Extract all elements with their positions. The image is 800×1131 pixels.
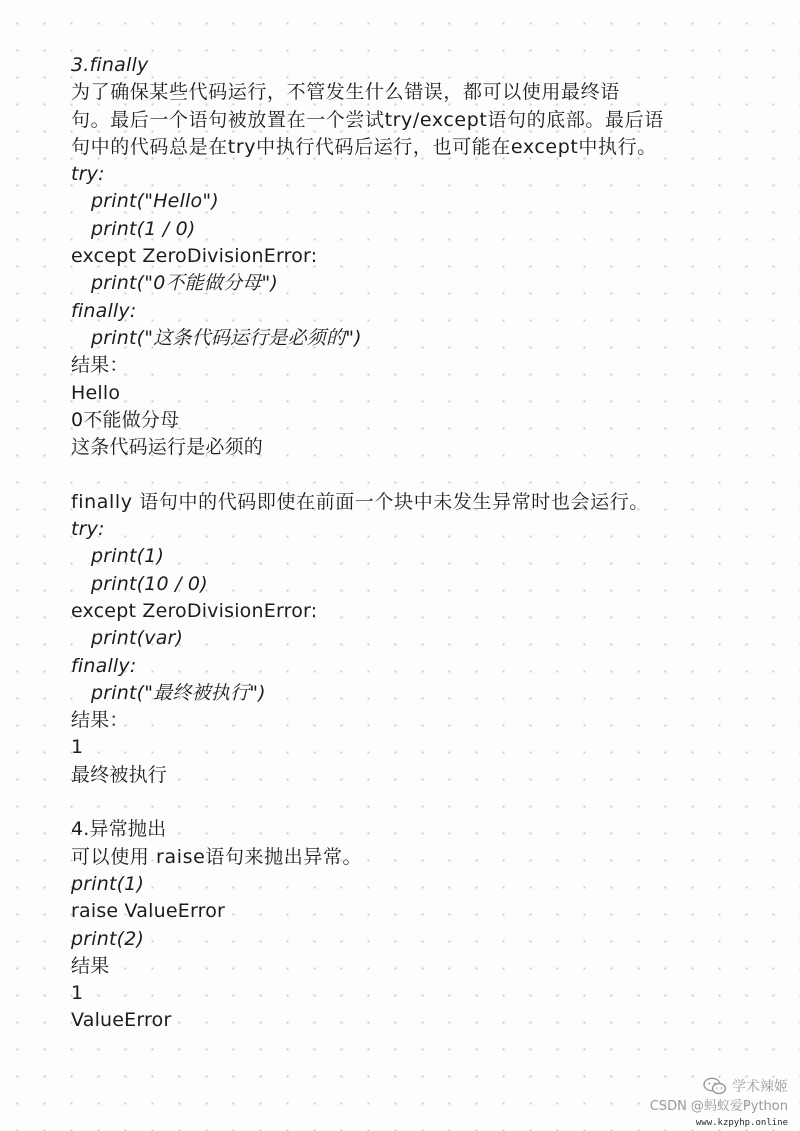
watermark-credit: CSDN @蚂蚁爱Python xyxy=(649,1099,788,1114)
note-line: raise ValueError xyxy=(71,900,226,923)
note-line: 句中的代码总是在try中执行代码后运行，也可能在except中执行。 xyxy=(71,135,657,158)
note-line: print(1) xyxy=(91,545,165,568)
note-line: except ZeroDivisionError: xyxy=(71,245,318,268)
note-line: print("这条代码运行是必须的") xyxy=(91,326,362,349)
note-line: print(2) xyxy=(71,927,145,950)
note-line: print(1) xyxy=(71,872,145,895)
note-line: 0不能做分母 xyxy=(71,408,180,431)
note-line: 1 xyxy=(71,982,84,1005)
note-line: print(1 / 0) xyxy=(91,217,196,240)
note-line: except ZeroDivisionError: xyxy=(71,599,318,622)
note-line: 结果： xyxy=(71,354,129,377)
note-line: try: xyxy=(71,518,105,541)
note-line: 3.finally xyxy=(71,54,149,76)
wechat-icon xyxy=(703,1077,727,1095)
note-line: 4.异常抛出 xyxy=(71,818,167,841)
note-line: 结果： xyxy=(71,709,129,732)
note-line: print("Hello") xyxy=(91,190,219,213)
note-line: finally 语句中的代码即使在前面一个块中未发生异常时也会运行。 xyxy=(71,490,649,513)
note-line: print("最终被执行") xyxy=(91,681,266,704)
watermark xyxy=(650,1075,788,1129)
note-line: 这条代码运行是必须的 xyxy=(71,436,264,459)
note-line: 结果 xyxy=(71,954,110,977)
watermark-account: 学术辣姬 xyxy=(732,1079,788,1095)
note-line: 为了确保某些代码运行，不管发生什么错误，都可以使用最终语 xyxy=(71,81,620,104)
note-line: 1 xyxy=(71,736,84,759)
note-line: print(10 / 0) xyxy=(91,572,208,595)
watermark-site: www.kzpyhp.online xyxy=(695,1118,788,1128)
note-line: finally: xyxy=(71,654,137,677)
note-line: ValueError xyxy=(71,1009,172,1032)
note-line: Hello xyxy=(71,381,121,404)
handwritten-note xyxy=(71,52,731,1035)
note-line: print("0不能做分母") xyxy=(91,272,279,295)
note-line: print(var) xyxy=(91,627,184,650)
note-line: 可以使用 raise语句来抛出异常。 xyxy=(71,845,363,868)
wechat-account xyxy=(650,1075,788,1097)
note-line: try: xyxy=(71,163,105,186)
note-line: 最终被执行 xyxy=(71,763,168,786)
note-line: finally: xyxy=(71,299,137,322)
note-line xyxy=(71,789,731,816)
note-line: 句。最后一个语句被放置在一个尝试try/except语句的底部。最后语 xyxy=(71,108,664,131)
note-line xyxy=(71,461,731,488)
